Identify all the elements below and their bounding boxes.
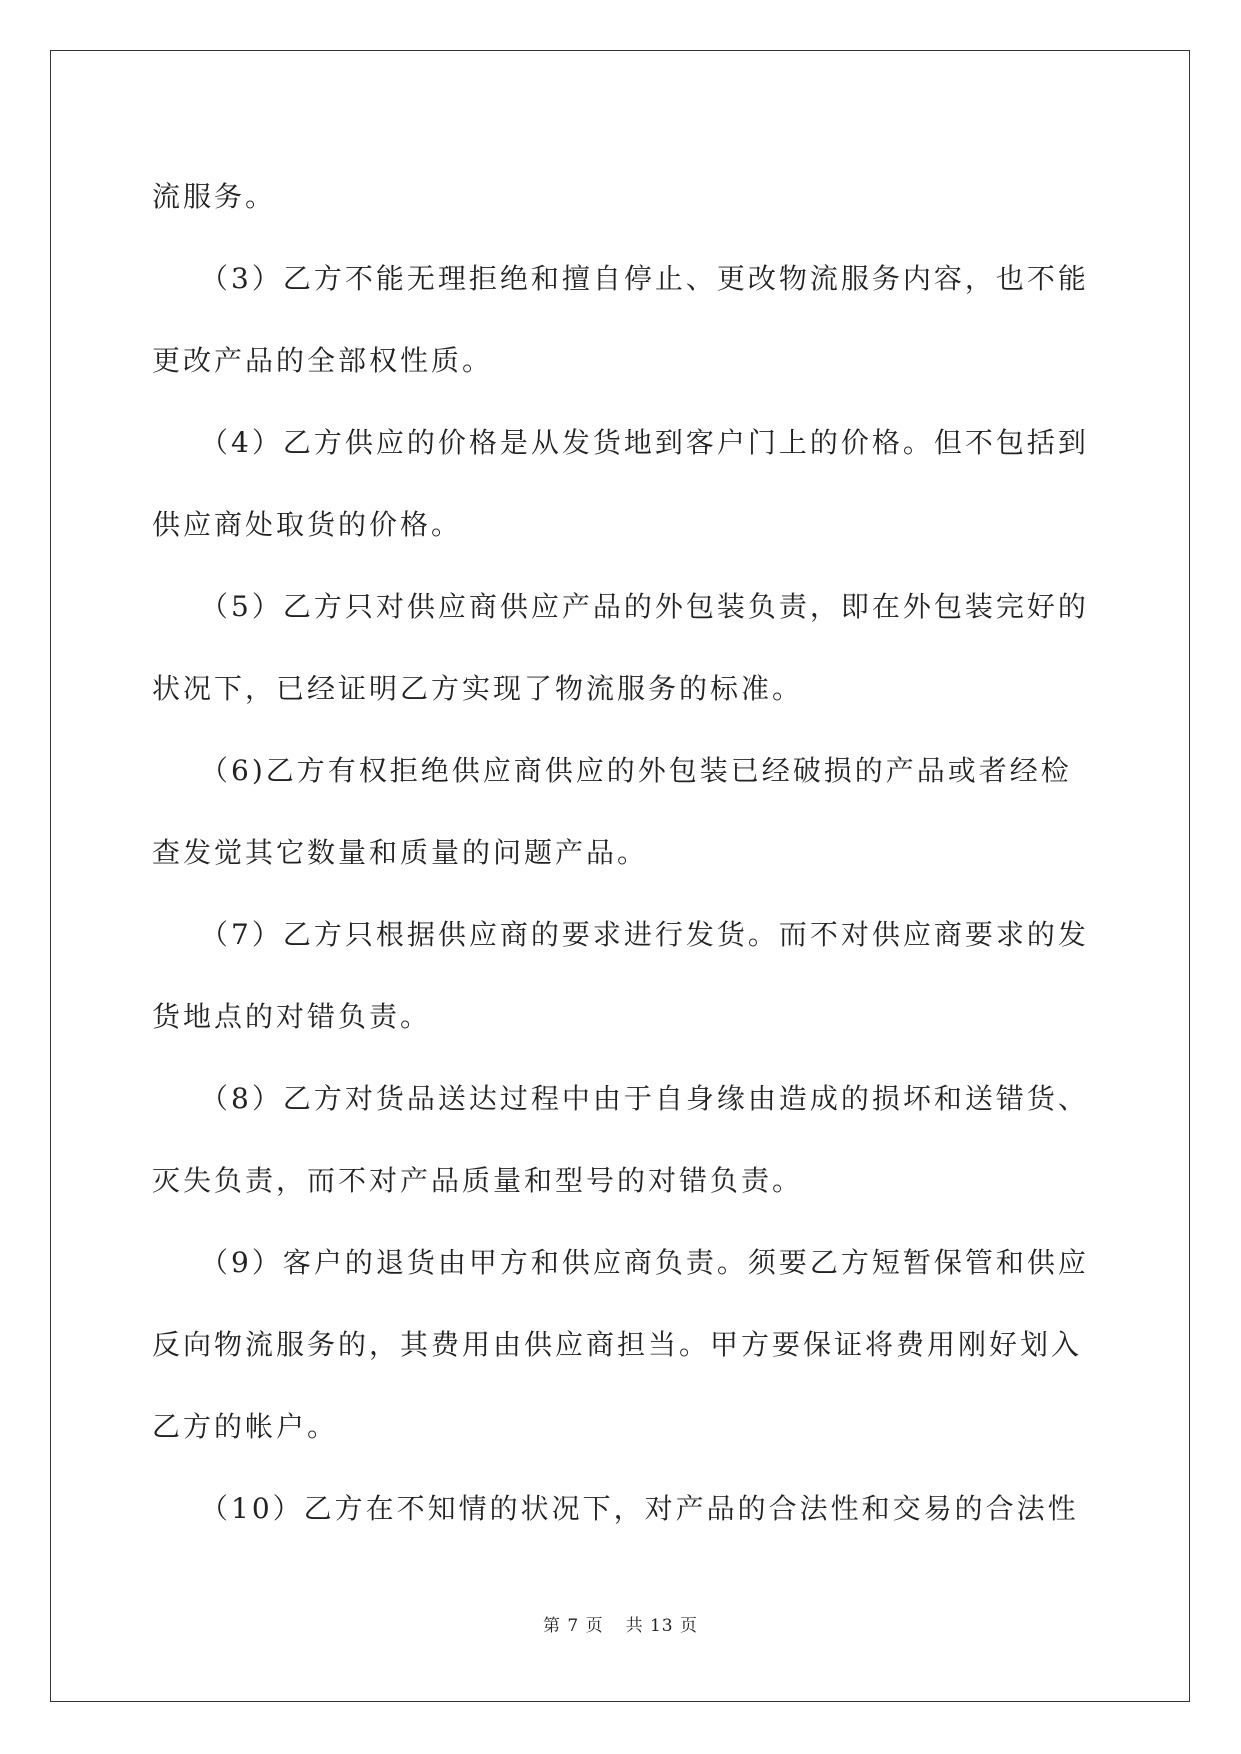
text-line: 反向物流服务的，其费用由供应商担当。甲方要保证将费用刚好划入 (152, 1328, 1083, 1361)
text-line: 流服务。 (152, 180, 277, 213)
text-line: （6)乙方有权拒绝供应商供应的外包装已经破损的产品或者经检 (152, 754, 1072, 787)
text-line: 灭失负责，而不对产品质量和型号的对错负责。 (152, 1164, 804, 1197)
text-line: 查发觉其它数量和质量的问题产品。 (152, 836, 649, 869)
text-line: （7）乙方只根据供应商的要求进行发货。而不对供应商要求的发 (152, 918, 1089, 951)
text-line: 状况下，已经证明乙方实现了物流服务的标准。 (152, 672, 804, 705)
page-total: 共 13 页 (625, 1616, 699, 1636)
text-line: （5）乙方只对供应商供应产品的外包装负责，即在外包装完好的 (152, 590, 1089, 623)
text-line: 货地点的对错负责。 (152, 1000, 432, 1033)
page-footer (0, 1611, 1241, 1636)
text-line: （4）乙方供应的价格是从发货地到客户门上的价格。但不包括到 (152, 426, 1089, 459)
text-line: （8）乙方对货品送达过程中由于自身缘由造成的损坏和送错货、 (152, 1082, 1089, 1115)
text-line: （10）乙方在不知情的状况下，对产品的合法性和交易的合法性 (152, 1492, 1079, 1525)
text-line: 乙方的帐户。 (152, 1410, 339, 1443)
page-number: 第 7 页 (542, 1616, 604, 1636)
text-line: 更改产品的全部权性质。 (152, 344, 494, 377)
text-line: 供应商处取货的价格。 (152, 508, 463, 541)
text-line: （3）乙方不能无理拒绝和擅自停止、更改物流服务内容，也不能 (152, 262, 1089, 295)
text-line: （9）客户的退货由甲方和供应商负责。须要乙方短暂保管和供应 (152, 1246, 1089, 1279)
document-body (152, 156, 1088, 1550)
